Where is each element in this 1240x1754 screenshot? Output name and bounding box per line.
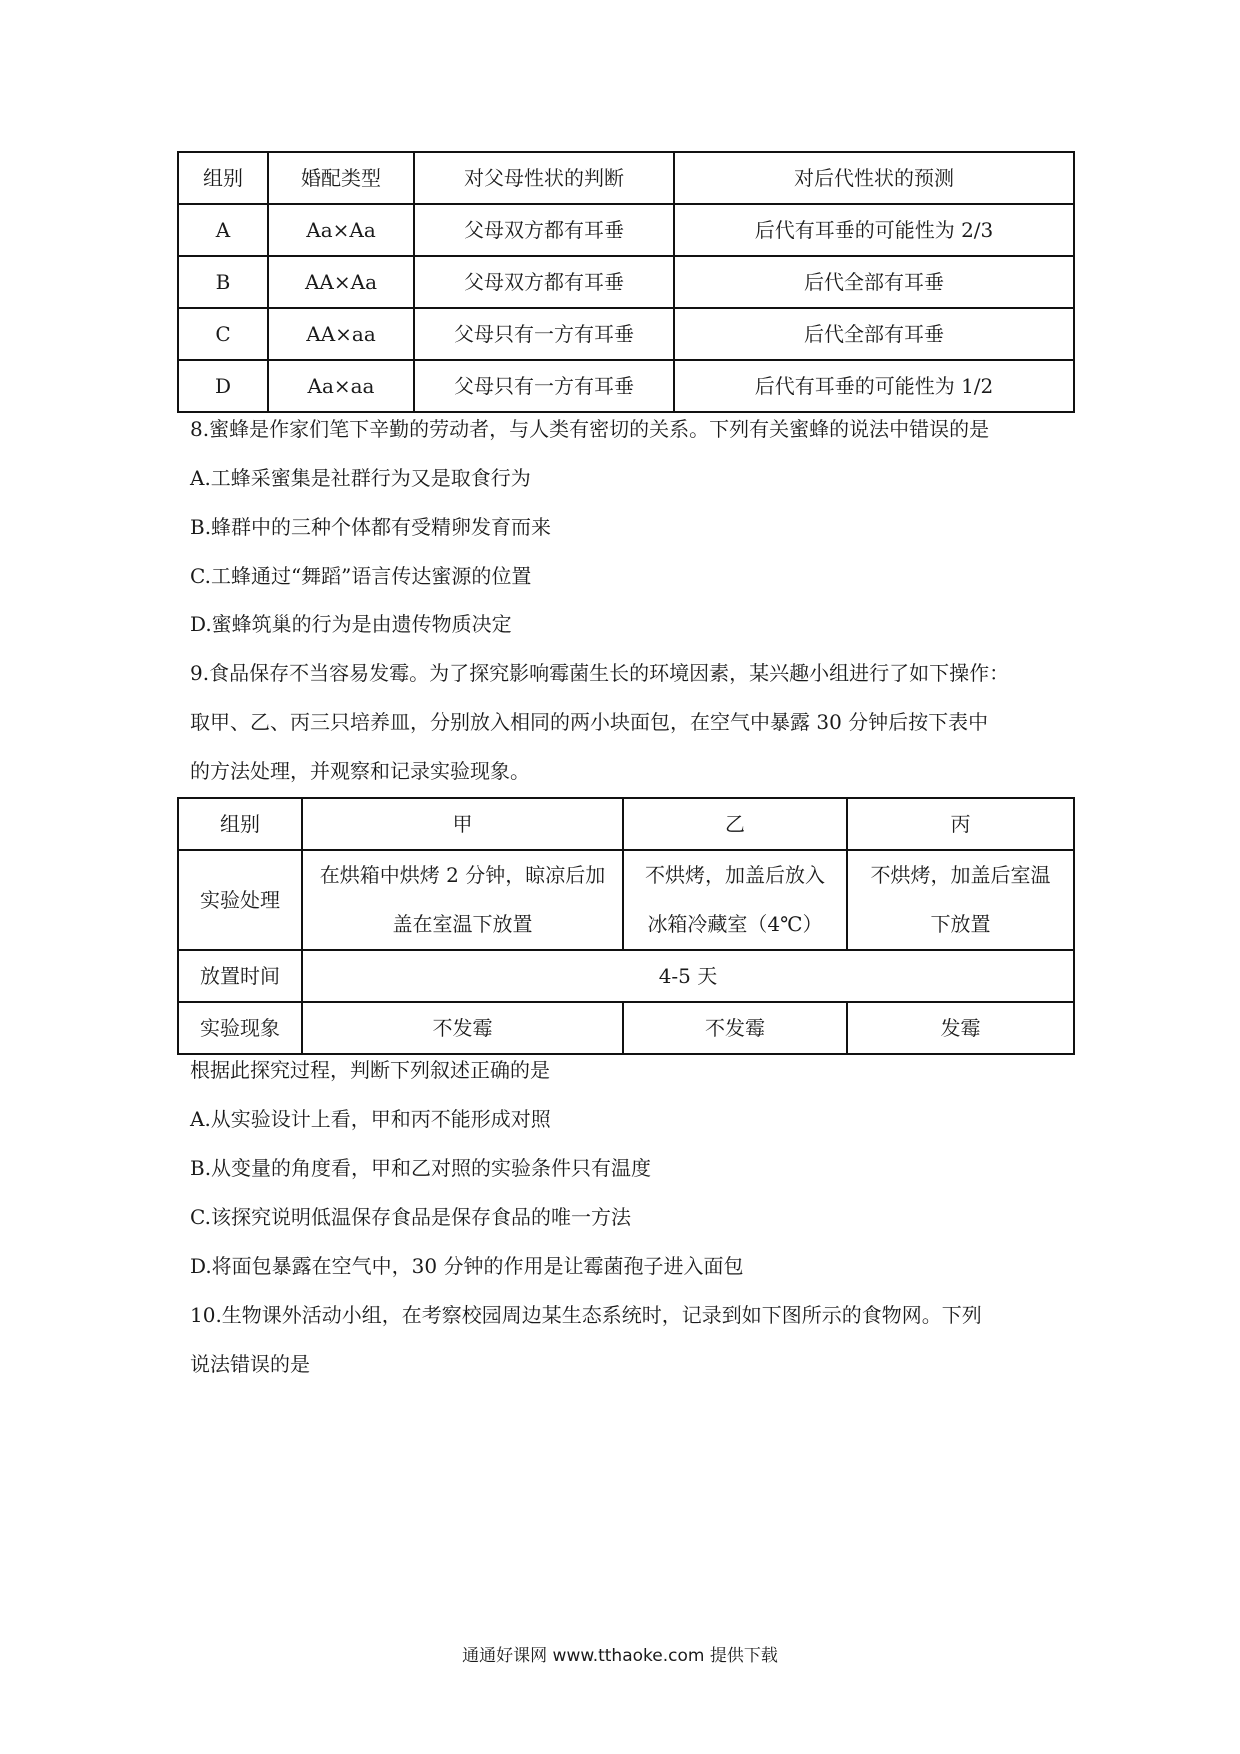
page-footer: 通通好课网 www.tthaoke.com 提供下载 [462, 1646, 778, 1666]
header-cell: 对父母性状的判断 [414, 152, 674, 204]
table-row [178, 308, 1074, 360]
row-label: 放置时间 [178, 950, 302, 1002]
table-cell: 后代有耳垂的可能性为 1/2 [674, 360, 1074, 412]
table-cell [623, 850, 847, 950]
q8-stem: 8.蜜蜂是作家们笔下辛勤的劳动者，与人类有密切的关系。下列有关蜜蜂的说法中错误的是 [190, 417, 990, 441]
q9-stem-line: 9.食品保存不当容易发霉。为了探究影响霉菌生长的环境因素，某兴趣小组进行了如下操作： [190, 661, 1010, 685]
table-cell: 父母双方都有耳垂 [414, 204, 674, 256]
header-cell: 组别 [178, 798, 302, 850]
table-cell: B [178, 256, 268, 308]
header-cell: 组别 [178, 152, 268, 204]
q8-option-d: D.蜜蜂筑巢的行为是由遗传物质决定 [190, 612, 512, 636]
table-cell: 后代全部有耳垂 [674, 308, 1074, 360]
table-cell: C [178, 308, 268, 360]
table-cell: 不发霉 [623, 1002, 847, 1054]
table-row [178, 1002, 1074, 1054]
q10-stem-line: 说法错误的是 [190, 1352, 310, 1376]
table-cell: 父母只有一方有耳垂 [414, 308, 674, 360]
table-row [178, 850, 1074, 950]
q9-stem-line: 的方法处理，并观察和记录实验现象。 [190, 759, 530, 783]
row-label: 实验现象 [178, 1002, 302, 1054]
q9-option-c: C.该探究说明低温保存食品是保存食品的唯一方法 [190, 1205, 631, 1229]
q9-option-b: B.从变量的角度看，甲和乙对照的实验条件只有温度 [190, 1156, 652, 1180]
cell-line: 盖在室温下放置 [392, 912, 533, 936]
q9-stem-line: 取甲、乙、丙三只培养皿，分别放入相同的两小块面包，在空气中暴露 30 分钟后按下表中 [190, 710, 989, 734]
table-header-row [178, 798, 1074, 850]
table-cell: Aa×aa [268, 360, 414, 412]
table-cell: 4-5 天 [302, 950, 1074, 1002]
table-cell [302, 850, 623, 950]
q8-option-b: B.蜂群中的三种个体都有受精卵发育而来 [190, 515, 552, 539]
cell-line: 在烘箱中烘烤 2 分钟，晾凉后加 [319, 863, 606, 887]
cell-line: 不烘烤，加盖后室温 [870, 863, 1051, 887]
table-row [178, 360, 1074, 412]
q9-option-a: A.从实验设计上看，甲和丙不能形成对照 [190, 1107, 551, 1131]
q9-prompt: 根据此探究过程，判断下列叙述正确的是 [190, 1058, 550, 1082]
table-cell: 父母只有一方有耳垂 [414, 360, 674, 412]
header-cell: 乙 [623, 798, 847, 850]
table-row [178, 256, 1074, 308]
experiment-table [177, 797, 1075, 1055]
table-cell: 后代全部有耳垂 [674, 256, 1074, 308]
row-label: 实验处理 [178, 850, 302, 950]
header-cell: 甲 [302, 798, 623, 850]
q8-option-a: A.工蜂采蜜集是社群行为又是取食行为 [190, 466, 531, 490]
cell-line: 下放置 [930, 912, 991, 936]
table-cell: A [178, 204, 268, 256]
cell-line: 不烘烤，加盖后放入 [645, 863, 825, 887]
q10-stem-line: 10.生物课外活动小组，在考察校园周边某生态系统时，记录到如下图所示的食物网。下列 [190, 1303, 982, 1327]
table-cell: 后代有耳垂的可能性为 2/3 [674, 204, 1074, 256]
table-cell: AA×Aa [268, 256, 414, 308]
q8-option-c: C.工蜂通过“舞蹈”语言传达蜜源的位置 [190, 564, 532, 588]
header-cell: 婚配类型 [268, 152, 414, 204]
table-cell: 父母双方都有耳垂 [414, 256, 674, 308]
header-cell: 对后代性状的预测 [674, 152, 1074, 204]
table-cell: Aa×Aa [268, 204, 414, 256]
cell-line: 冰箱冷藏室（4℃） [647, 912, 823, 936]
table-row [178, 950, 1074, 1002]
table-row [178, 204, 1074, 256]
table-cell: D [178, 360, 268, 412]
table-cell: AA×aa [268, 308, 414, 360]
table-header-row [178, 152, 1074, 204]
inheritance-table [177, 151, 1075, 413]
table-cell: 不发霉 [302, 1002, 623, 1054]
table-cell: 发霉 [847, 1002, 1074, 1054]
table-cell [847, 850, 1074, 950]
header-cell: 丙 [847, 798, 1074, 850]
q9-option-d: D.将面包暴露在空气中，30 分钟的作用是让霉菌孢子进入面包 [190, 1254, 744, 1278]
